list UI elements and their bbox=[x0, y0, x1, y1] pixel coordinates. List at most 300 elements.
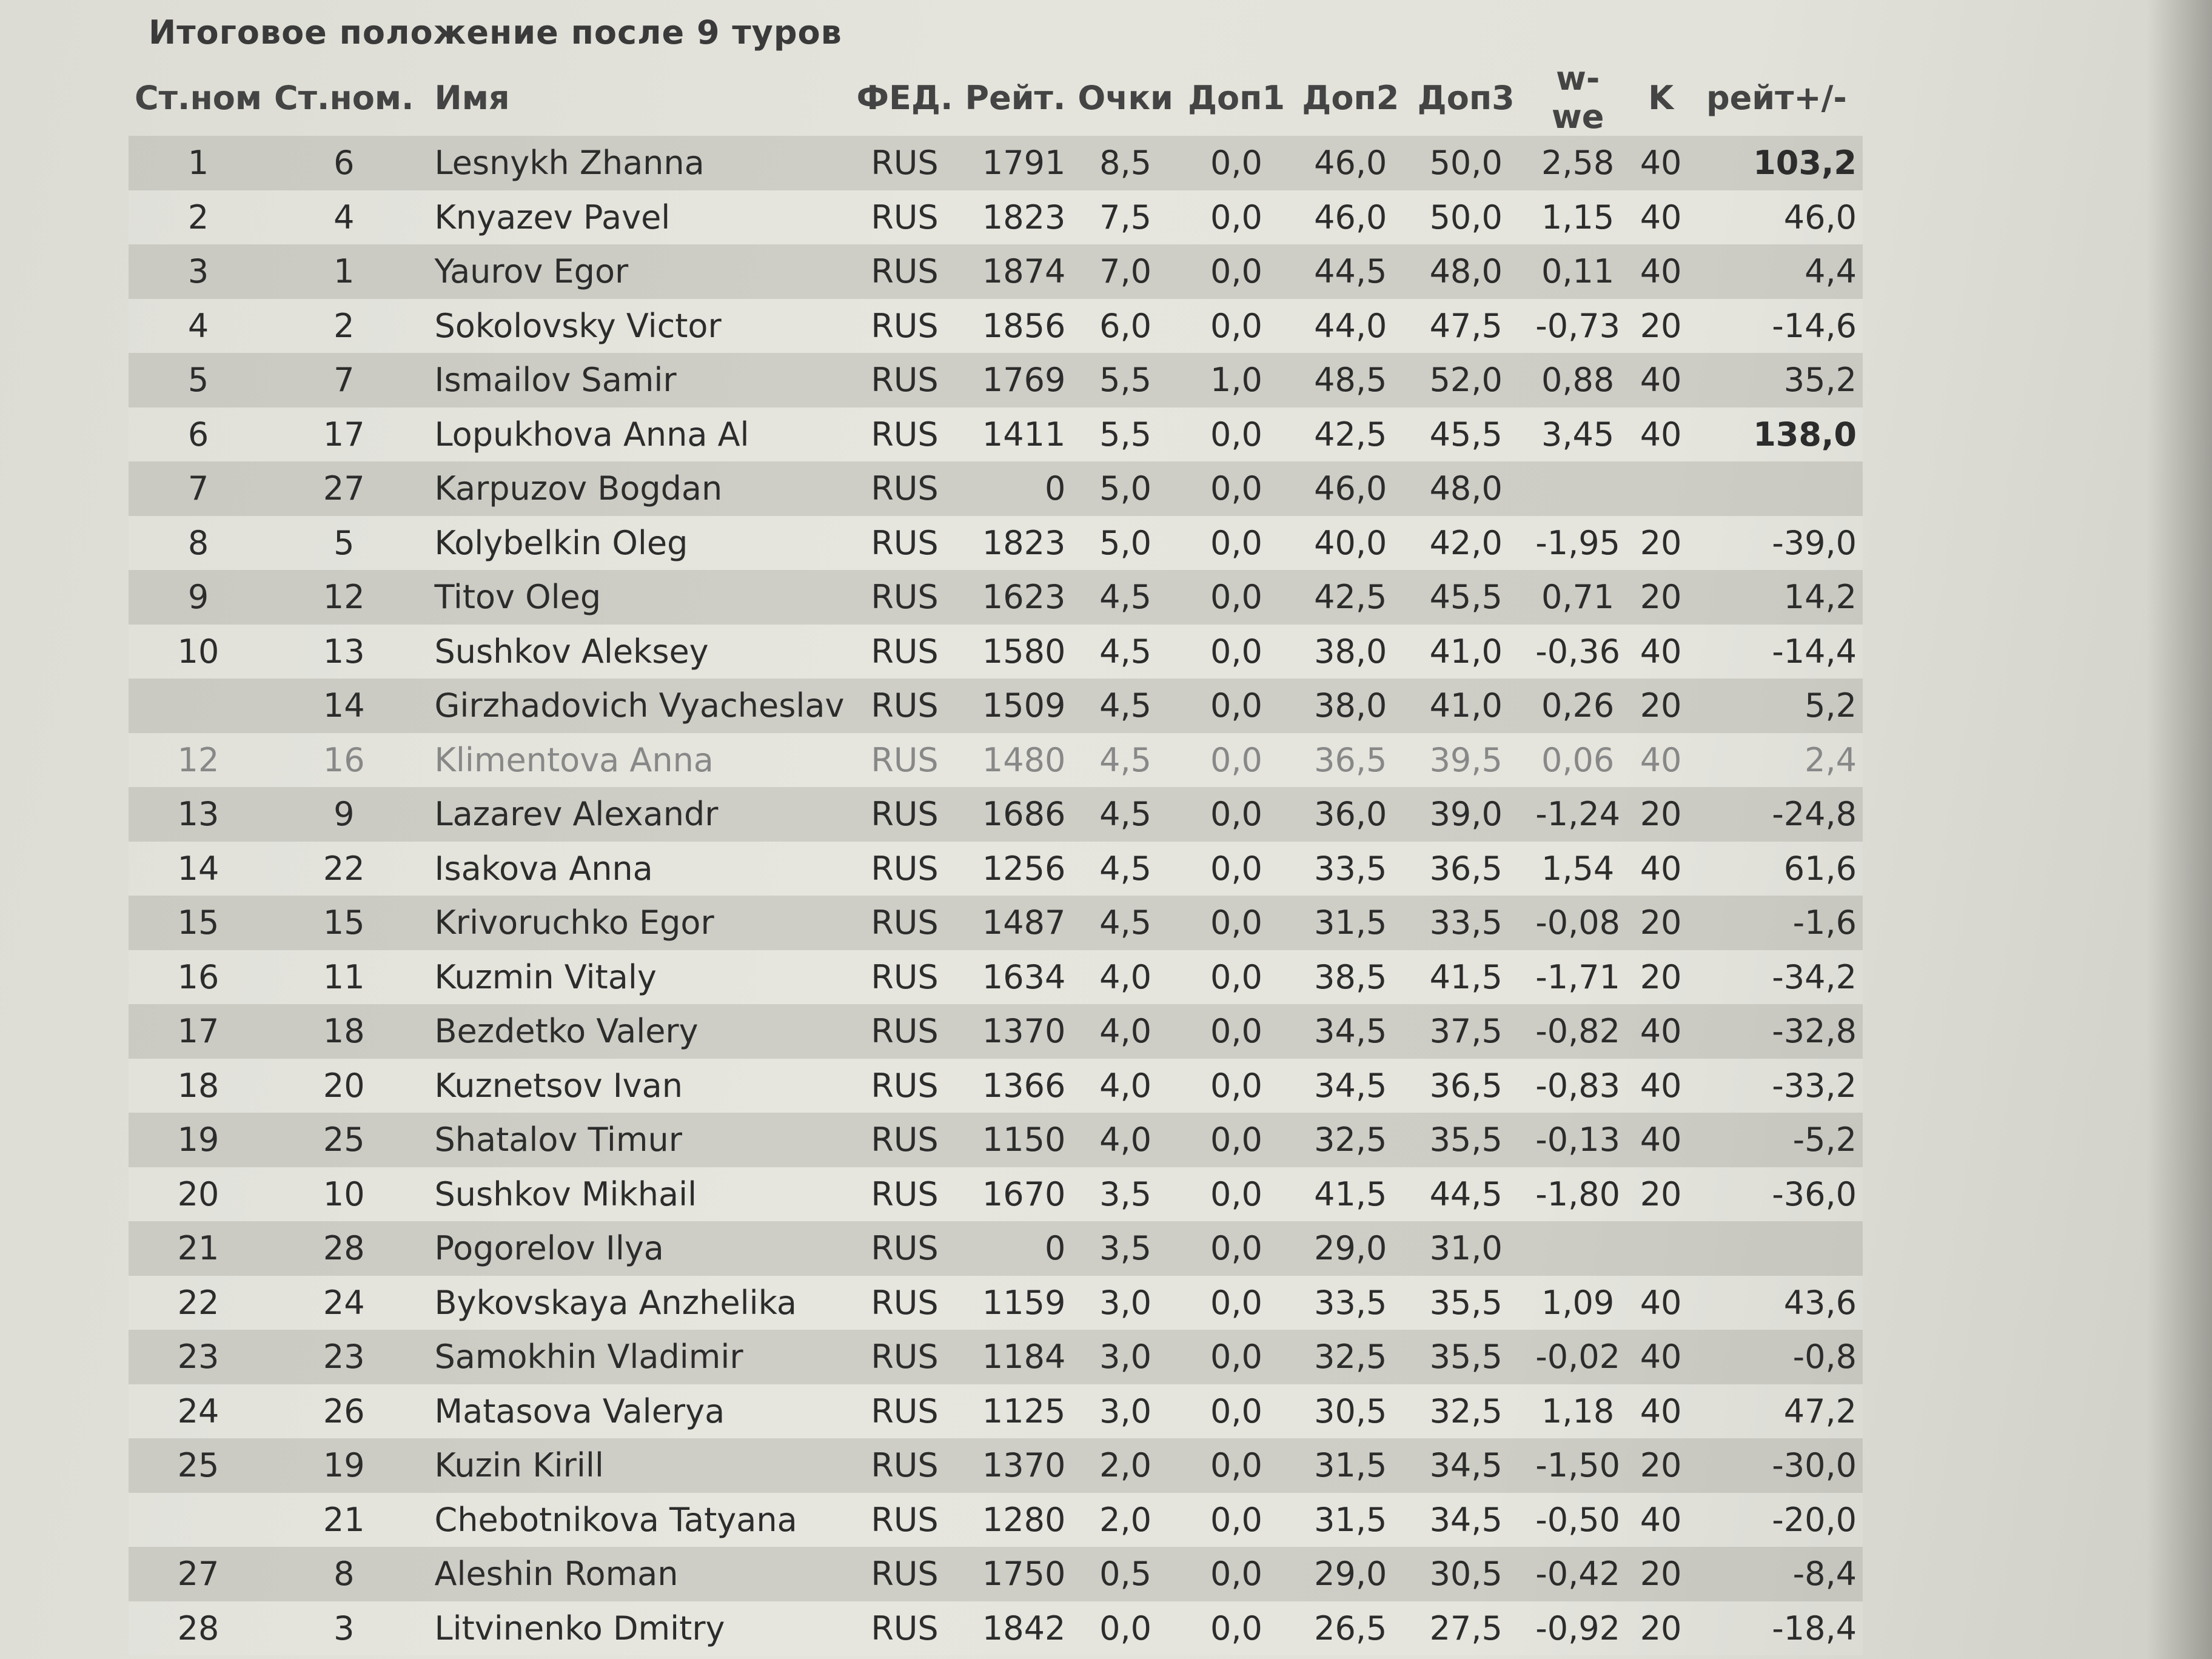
cell-k: 40 bbox=[1631, 190, 1691, 245]
cell-tiebreak1: 0,0 bbox=[1179, 625, 1293, 679]
cell-tiebreak2: 38,0 bbox=[1293, 625, 1407, 679]
cell-place: 15 bbox=[129, 896, 268, 950]
cell-federation: RUS bbox=[850, 299, 959, 354]
cell-points: 2,0 bbox=[1071, 1493, 1179, 1547]
cell-tiebreak1: 0,0 bbox=[1179, 461, 1293, 516]
cell-w-we: 0,11 bbox=[1524, 244, 1631, 299]
cell-tiebreak1: 0,0 bbox=[1179, 299, 1293, 354]
cell-k bbox=[1631, 461, 1691, 516]
table-row bbox=[129, 1059, 1863, 1113]
cell-place: 19 bbox=[129, 1113, 268, 1167]
cell-rating-change: -32,8 bbox=[1691, 1004, 1863, 1059]
cell-federation: RUS bbox=[850, 950, 959, 1005]
cell-tiebreak1: 0,0 bbox=[1179, 1547, 1293, 1601]
cell-rating: 1670 bbox=[959, 1167, 1072, 1222]
table-row bbox=[129, 1384, 1863, 1439]
cell-rating-change: -24,8 bbox=[1691, 787, 1863, 842]
cell-tiebreak2: 38,5 bbox=[1293, 950, 1407, 1005]
cell-tiebreak2: 42,5 bbox=[1293, 407, 1407, 462]
cell-w-we: -1,24 bbox=[1524, 787, 1631, 842]
cell-k: 40 bbox=[1631, 244, 1691, 299]
cell-name: Knyazev Pavel bbox=[420, 190, 851, 245]
cell-federation: RUS bbox=[850, 896, 959, 950]
cell-points: 2,0 bbox=[1071, 1438, 1179, 1493]
cell-w-we: -0,82 bbox=[1524, 1004, 1631, 1059]
cell-rating: 0 bbox=[959, 1221, 1072, 1276]
cell-points: 3,0 bbox=[1071, 1384, 1179, 1439]
cell-tiebreak1: 0,0 bbox=[1179, 1221, 1293, 1276]
cell-k: 20 bbox=[1631, 570, 1691, 625]
cell-points: 3,0 bbox=[1071, 1330, 1179, 1384]
cell-start-number: 19 bbox=[268, 1438, 420, 1493]
cell-place: 4 bbox=[129, 299, 268, 354]
cell-points: 7,5 bbox=[1071, 190, 1179, 245]
cell-rating-change: 43,6 bbox=[1691, 1276, 1863, 1330]
cell-k: 20 bbox=[1631, 950, 1691, 1005]
cell-name: Chebotnikova Tatyana bbox=[420, 1493, 851, 1547]
cell-tiebreak2: 41,5 bbox=[1293, 1167, 1407, 1222]
cell-w-we: 0,06 bbox=[1524, 733, 1631, 788]
cell-w-we: -1,50 bbox=[1524, 1438, 1631, 1493]
table-row bbox=[129, 733, 1863, 788]
cell-rating: 1856 bbox=[959, 299, 1072, 354]
col-header-tiebreak3: Доп3 bbox=[1417, 78, 1515, 117]
cell-tiebreak2: 33,5 bbox=[1293, 842, 1407, 896]
cell-start-number: 12 bbox=[268, 570, 420, 625]
cell-name: Kolybelkin Oleg bbox=[420, 516, 851, 571]
cell-federation: RUS bbox=[850, 1438, 959, 1493]
cell-tiebreak1: 0,0 bbox=[1179, 1004, 1293, 1059]
cell-w-we bbox=[1524, 461, 1631, 516]
cell-points: 4,5 bbox=[1071, 679, 1179, 733]
cell-tiebreak3: 39,5 bbox=[1407, 733, 1524, 788]
cell-tiebreak2: 30,5 bbox=[1293, 1384, 1407, 1439]
cell-tiebreak2: 46,0 bbox=[1293, 461, 1407, 516]
cell-tiebreak3: 32,5 bbox=[1407, 1384, 1524, 1439]
cell-start-number: 8 bbox=[268, 1547, 420, 1601]
cell-federation: RUS bbox=[850, 190, 959, 245]
cell-k: 40 bbox=[1631, 136, 1691, 190]
cell-k: 40 bbox=[1631, 1113, 1691, 1167]
cell-w-we: -0,13 bbox=[1524, 1113, 1631, 1167]
cell-rating: 1150 bbox=[959, 1113, 1072, 1167]
cell-tiebreak3: 48,0 bbox=[1407, 244, 1524, 299]
cell-federation: RUS bbox=[850, 1330, 959, 1384]
cell-federation: RUS bbox=[850, 733, 959, 788]
table-row bbox=[129, 461, 1863, 516]
cell-points: 4,5 bbox=[1071, 787, 1179, 842]
cell-points: 5,5 bbox=[1071, 353, 1179, 407]
cell-tiebreak1: 0,0 bbox=[1179, 407, 1293, 462]
cell-k: 20 bbox=[1631, 1547, 1691, 1601]
cell-rating: 1256 bbox=[959, 842, 1072, 896]
cell-place: 12 bbox=[129, 733, 268, 788]
cell-points: 8,5 bbox=[1071, 136, 1179, 190]
cell-k: 20 bbox=[1631, 1601, 1691, 1656]
cell-rating-change: 46,0 bbox=[1691, 190, 1863, 245]
cell-tiebreak2: 31,5 bbox=[1293, 1493, 1407, 1547]
cell-k: 20 bbox=[1631, 896, 1691, 950]
cell-place: 18 bbox=[129, 1059, 268, 1113]
cell-points: 4,0 bbox=[1071, 1113, 1179, 1167]
cell-k: 40 bbox=[1631, 407, 1691, 462]
table-row bbox=[129, 1601, 1863, 1656]
cell-start-number: 26 bbox=[268, 1384, 420, 1439]
cell-name: Girzhadovich Vyacheslav bbox=[420, 679, 851, 733]
cell-name: Samokhin Vladimir bbox=[420, 1330, 851, 1384]
cell-tiebreak1: 0,0 bbox=[1179, 516, 1293, 571]
cell-name: Sushkov Mikhail bbox=[420, 1167, 851, 1222]
cell-points: 5,5 bbox=[1071, 407, 1179, 462]
cell-rating-change: -18,4 bbox=[1691, 1601, 1863, 1656]
cell-rating-change: 5,2 bbox=[1691, 679, 1863, 733]
cell-name: Kuzin Kirill bbox=[420, 1438, 851, 1493]
cell-rating-change: -14,6 bbox=[1691, 299, 1863, 354]
cell-points: 4,0 bbox=[1071, 1004, 1179, 1059]
cell-tiebreak3: 35,5 bbox=[1407, 1330, 1524, 1384]
table-row bbox=[129, 516, 1863, 571]
cell-w-we: 1,15 bbox=[1524, 190, 1631, 245]
cell-name: Yaurov Egor bbox=[420, 244, 851, 299]
cell-rating: 1487 bbox=[959, 896, 1072, 950]
cell-place: 7 bbox=[129, 461, 268, 516]
table-row bbox=[129, 842, 1863, 896]
cell-tiebreak2: 26,5 bbox=[1293, 1601, 1407, 1656]
cell-tiebreak3: 33,5 bbox=[1407, 896, 1524, 950]
cell-w-we: -0,73 bbox=[1524, 299, 1631, 354]
cell-rating: 1480 bbox=[959, 733, 1072, 788]
cell-place bbox=[129, 1493, 268, 1547]
cell-place: 21 bbox=[129, 1221, 268, 1276]
cell-rating-change: -0,8 bbox=[1691, 1330, 1863, 1384]
cell-tiebreak2: 29,0 bbox=[1293, 1547, 1407, 1601]
cell-tiebreak1: 0,0 bbox=[1179, 1438, 1293, 1493]
cell-name: Lopukhova Anna Al bbox=[420, 407, 851, 462]
cell-tiebreak1: 0,0 bbox=[1179, 679, 1293, 733]
cell-rating: 1750 bbox=[959, 1547, 1072, 1601]
cell-place: 9 bbox=[129, 570, 268, 625]
cell-w-we: 0,26 bbox=[1524, 679, 1631, 733]
cell-w-we: 1,09 bbox=[1524, 1276, 1631, 1330]
cell-points: 5,0 bbox=[1071, 461, 1179, 516]
cell-rating: 1125 bbox=[959, 1384, 1072, 1439]
cell-points: 4,5 bbox=[1071, 733, 1179, 788]
cell-start-number: 28 bbox=[268, 1221, 420, 1276]
standings-table bbox=[129, 59, 1863, 1655]
cell-start-number: 27 bbox=[268, 461, 420, 516]
cell-start-number: 2 bbox=[268, 299, 420, 354]
cell-points: 4,0 bbox=[1071, 1059, 1179, 1113]
cell-name: Klimentova Anna bbox=[420, 733, 851, 788]
table-row bbox=[129, 299, 1863, 354]
cell-name: Aleshin Roman bbox=[420, 1547, 851, 1601]
cell-federation: RUS bbox=[850, 1004, 959, 1059]
cell-name: Ismailov Samir bbox=[420, 353, 851, 407]
cell-rating-change: 103,2 bbox=[1691, 136, 1863, 190]
col-header-place: Ст.ном bbox=[135, 78, 262, 117]
cell-start-number: 18 bbox=[268, 1004, 420, 1059]
cell-w-we: 1,54 bbox=[1524, 842, 1631, 896]
cell-name: Pogorelov Ilya bbox=[420, 1221, 851, 1276]
cell-rating-change: 35,2 bbox=[1691, 353, 1863, 407]
cell-rating: 1370 bbox=[959, 1438, 1072, 1493]
cell-name: Sushkov Aleksey bbox=[420, 625, 851, 679]
cell-place: 10 bbox=[129, 625, 268, 679]
cell-rating-change: -14,4 bbox=[1691, 625, 1863, 679]
cell-tiebreak3: 44,5 bbox=[1407, 1167, 1524, 1222]
cell-federation: RUS bbox=[850, 516, 959, 571]
col-header-start-number: Ст.ном. bbox=[274, 78, 414, 117]
cell-name: Titov Oleg bbox=[420, 570, 851, 625]
cell-place: 23 bbox=[129, 1330, 268, 1384]
col-header-points: Очки bbox=[1078, 78, 1173, 117]
cell-w-we: -1,71 bbox=[1524, 950, 1631, 1005]
cell-start-number: 16 bbox=[268, 733, 420, 788]
cell-name: Litvinenko Dmitry bbox=[420, 1601, 851, 1656]
cell-points: 0,5 bbox=[1071, 1547, 1179, 1601]
cell-federation: RUS bbox=[850, 461, 959, 516]
cell-place: 3 bbox=[129, 244, 268, 299]
cell-rating: 1366 bbox=[959, 1059, 1072, 1113]
cell-tiebreak1: 0,0 bbox=[1179, 1601, 1293, 1656]
cell-tiebreak1: 0,0 bbox=[1179, 244, 1293, 299]
col-header-tiebreak2: Доп2 bbox=[1302, 78, 1399, 117]
cell-w-we: 1,18 bbox=[1524, 1384, 1631, 1439]
cell-points: 7,0 bbox=[1071, 244, 1179, 299]
cell-tiebreak1: 0,0 bbox=[1179, 570, 1293, 625]
cell-w-we: 0,71 bbox=[1524, 570, 1631, 625]
cell-tiebreak1: 0,0 bbox=[1179, 1330, 1293, 1384]
cell-tiebreak2: 36,0 bbox=[1293, 787, 1407, 842]
cell-federation: RUS bbox=[850, 244, 959, 299]
cell-place: 20 bbox=[129, 1167, 268, 1222]
cell-tiebreak3: 50,0 bbox=[1407, 136, 1524, 190]
col-header-federation: ФЕД. bbox=[856, 78, 953, 117]
cell-tiebreak1: 0,0 bbox=[1179, 1167, 1293, 1222]
cell-rating-change: -33,2 bbox=[1691, 1059, 1863, 1113]
cell-rating-change: 61,6 bbox=[1691, 842, 1863, 896]
table-row bbox=[129, 136, 1863, 190]
cell-rating: 0 bbox=[959, 461, 1072, 516]
cell-name: Isakova Anna bbox=[420, 842, 851, 896]
table-row bbox=[129, 1438, 1863, 1493]
cell-start-number: 10 bbox=[268, 1167, 420, 1222]
cell-w-we: -0,02 bbox=[1524, 1330, 1631, 1384]
cell-federation: RUS bbox=[850, 787, 959, 842]
cell-federation: RUS bbox=[850, 1601, 959, 1656]
cell-start-number: 22 bbox=[268, 842, 420, 896]
cell-name: Bykovskaya Anzhelika bbox=[420, 1276, 851, 1330]
cell-rating-change: 4,4 bbox=[1691, 244, 1863, 299]
cell-k: 40 bbox=[1631, 733, 1691, 788]
cell-points: 4,5 bbox=[1071, 570, 1179, 625]
cell-tiebreak2: 31,5 bbox=[1293, 1438, 1407, 1493]
table-row bbox=[129, 1221, 1863, 1276]
cell-federation: RUS bbox=[850, 407, 959, 462]
cell-federation: RUS bbox=[850, 1167, 959, 1222]
cell-rating-change: -39,0 bbox=[1691, 516, 1863, 571]
cell-tiebreak3: 47,5 bbox=[1407, 299, 1524, 354]
cell-start-number: 11 bbox=[268, 950, 420, 1005]
cell-rating: 1370 bbox=[959, 1004, 1072, 1059]
cell-name: Kuzmin Vitaly bbox=[420, 950, 851, 1005]
cell-tiebreak2: 34,5 bbox=[1293, 1059, 1407, 1113]
cell-start-number: 24 bbox=[268, 1276, 420, 1330]
cell-tiebreak2: 46,0 bbox=[1293, 136, 1407, 190]
cell-place: 5 bbox=[129, 353, 268, 407]
cell-rating-change: -8,4 bbox=[1691, 1547, 1863, 1601]
cell-tiebreak1: 0,0 bbox=[1179, 1384, 1293, 1439]
cell-tiebreak2: 38,0 bbox=[1293, 679, 1407, 733]
cell-tiebreak1: 0,0 bbox=[1179, 190, 1293, 245]
cell-name: Lesnykh Zhanna bbox=[420, 136, 851, 190]
cell-rating-change: -5,2 bbox=[1691, 1113, 1863, 1167]
table-row bbox=[129, 1004, 1863, 1059]
cell-tiebreak3: 41,0 bbox=[1407, 679, 1524, 733]
cell-tiebreak3: 36,5 bbox=[1407, 1059, 1524, 1113]
cell-tiebreak3: 45,5 bbox=[1407, 407, 1524, 462]
table-row bbox=[129, 1167, 1863, 1222]
cell-federation: RUS bbox=[850, 842, 959, 896]
cell-rating-change: -36,0 bbox=[1691, 1167, 1863, 1222]
cell-tiebreak3: 36,5 bbox=[1407, 842, 1524, 896]
cell-tiebreak2: 29,0 bbox=[1293, 1221, 1407, 1276]
cell-tiebreak2: 40,0 bbox=[1293, 516, 1407, 571]
cell-tiebreak3: 45,5 bbox=[1407, 570, 1524, 625]
cell-rating-change: 14,2 bbox=[1691, 570, 1863, 625]
cell-tiebreak2: 46,0 bbox=[1293, 190, 1407, 245]
cell-points: 6,0 bbox=[1071, 299, 1179, 354]
cell-tiebreak3: 52,0 bbox=[1407, 353, 1524, 407]
cell-place: 25 bbox=[129, 1438, 268, 1493]
cell-tiebreak1: 0,0 bbox=[1179, 1113, 1293, 1167]
cell-points: 3,0 bbox=[1071, 1276, 1179, 1330]
page-edge-shadow bbox=[2147, 0, 2212, 1659]
cell-w-we: -1,95 bbox=[1524, 516, 1631, 571]
cell-tiebreak1: 0,0 bbox=[1179, 842, 1293, 896]
cell-tiebreak3: 35,5 bbox=[1407, 1113, 1524, 1167]
cell-tiebreak3: 31,0 bbox=[1407, 1221, 1524, 1276]
cell-federation: RUS bbox=[850, 1221, 959, 1276]
table-row bbox=[129, 244, 1863, 299]
cell-name: Karpuzov Bogdan bbox=[420, 461, 851, 516]
cell-rating: 1634 bbox=[959, 950, 1072, 1005]
cell-w-we: -0,50 bbox=[1524, 1493, 1631, 1547]
table-row bbox=[129, 1276, 1863, 1330]
cell-tiebreak1: 0,0 bbox=[1179, 1059, 1293, 1113]
cell-start-number: 6 bbox=[268, 136, 420, 190]
cell-k: 40 bbox=[1631, 1276, 1691, 1330]
cell-rating: 1159 bbox=[959, 1276, 1072, 1330]
cell-rating-change bbox=[1691, 1221, 1863, 1276]
cell-start-number: 15 bbox=[268, 896, 420, 950]
table-row bbox=[129, 1330, 1863, 1384]
cell-place: 16 bbox=[129, 950, 268, 1005]
cell-rating-change: 47,2 bbox=[1691, 1384, 1863, 1439]
cell-tiebreak1: 0,0 bbox=[1179, 1276, 1293, 1330]
cell-name: Kuznetsov Ivan bbox=[420, 1059, 851, 1113]
cell-federation: RUS bbox=[850, 1059, 959, 1113]
cell-rating: 1874 bbox=[959, 244, 1072, 299]
cell-points: 3,5 bbox=[1071, 1221, 1179, 1276]
cell-rating: 1686 bbox=[959, 787, 1072, 842]
cell-k: 40 bbox=[1631, 842, 1691, 896]
table-row bbox=[129, 950, 1863, 1005]
cell-start-number: 21 bbox=[268, 1493, 420, 1547]
col-header-rating: Рейт. bbox=[965, 78, 1066, 117]
cell-k: 40 bbox=[1631, 353, 1691, 407]
cell-rating: 1823 bbox=[959, 516, 1072, 571]
cell-rating: 1769 bbox=[959, 353, 1072, 407]
cell-place: 28 bbox=[129, 1601, 268, 1656]
cell-place: 8 bbox=[129, 516, 268, 571]
cell-w-we: -0,36 bbox=[1524, 625, 1631, 679]
cell-tiebreak3: 41,5 bbox=[1407, 950, 1524, 1005]
cell-federation: RUS bbox=[850, 679, 959, 733]
cell-tiebreak3: 35,5 bbox=[1407, 1276, 1524, 1330]
cell-k: 20 bbox=[1631, 299, 1691, 354]
cell-federation: RUS bbox=[850, 136, 959, 190]
cell-rating-change: -1,6 bbox=[1691, 896, 1863, 950]
cell-tiebreak2: 42,5 bbox=[1293, 570, 1407, 625]
col-header-w-we: w-we bbox=[1551, 59, 1604, 136]
cell-tiebreak3: 27,5 bbox=[1407, 1601, 1524, 1656]
cell-place: 22 bbox=[129, 1276, 268, 1330]
col-header-rating-change: рейт+/- bbox=[1706, 78, 1847, 117]
cell-w-we bbox=[1524, 1221, 1631, 1276]
cell-start-number: 20 bbox=[268, 1059, 420, 1113]
cell-tiebreak3: 34,5 bbox=[1407, 1438, 1524, 1493]
col-header-tiebreak1: Доп1 bbox=[1187, 78, 1285, 117]
cell-tiebreak2: 36,5 bbox=[1293, 733, 1407, 788]
table-row bbox=[129, 353, 1863, 407]
cell-tiebreak3: 41,0 bbox=[1407, 625, 1524, 679]
cell-points: 5,0 bbox=[1071, 516, 1179, 571]
cell-rating: 1580 bbox=[959, 625, 1072, 679]
cell-rating-change: 138,0 bbox=[1691, 407, 1863, 462]
cell-name: Shatalov Timur bbox=[420, 1113, 851, 1167]
cell-place: 13 bbox=[129, 787, 268, 842]
cell-rating-change bbox=[1691, 461, 1863, 516]
cell-tiebreak1: 0,0 bbox=[1179, 896, 1293, 950]
cell-points: 4,0 bbox=[1071, 950, 1179, 1005]
cell-federation: RUS bbox=[850, 570, 959, 625]
cell-start-number: 25 bbox=[268, 1113, 420, 1167]
cell-points: 4,5 bbox=[1071, 896, 1179, 950]
cell-tiebreak1: 0,0 bbox=[1179, 1493, 1293, 1547]
cell-start-number: 1 bbox=[268, 244, 420, 299]
cell-start-number: 5 bbox=[268, 516, 420, 571]
cell-name: Sokolovsky Victor bbox=[420, 299, 851, 354]
cell-name: Matasova Valerya bbox=[420, 1384, 851, 1439]
cell-start-number: 17 bbox=[268, 407, 420, 462]
table-row bbox=[129, 570, 1863, 625]
cell-k: 40 bbox=[1631, 1004, 1691, 1059]
cell-k: 40 bbox=[1631, 1493, 1691, 1547]
cell-tiebreak1: 0,0 bbox=[1179, 733, 1293, 788]
cell-tiebreak3: 42,0 bbox=[1407, 516, 1524, 571]
cell-name: Krivoruchko Egor bbox=[420, 896, 851, 950]
cell-tiebreak2: 31,5 bbox=[1293, 896, 1407, 950]
cell-w-we: -1,80 bbox=[1524, 1167, 1631, 1222]
cell-start-number: 7 bbox=[268, 353, 420, 407]
cell-rating: 1791 bbox=[959, 136, 1072, 190]
cell-place: 14 bbox=[129, 842, 268, 896]
cell-start-number: 4 bbox=[268, 190, 420, 245]
cell-tiebreak3: 30,5 bbox=[1407, 1547, 1524, 1601]
cell-rating: 1184 bbox=[959, 1330, 1072, 1384]
cell-k: 20 bbox=[1631, 1438, 1691, 1493]
